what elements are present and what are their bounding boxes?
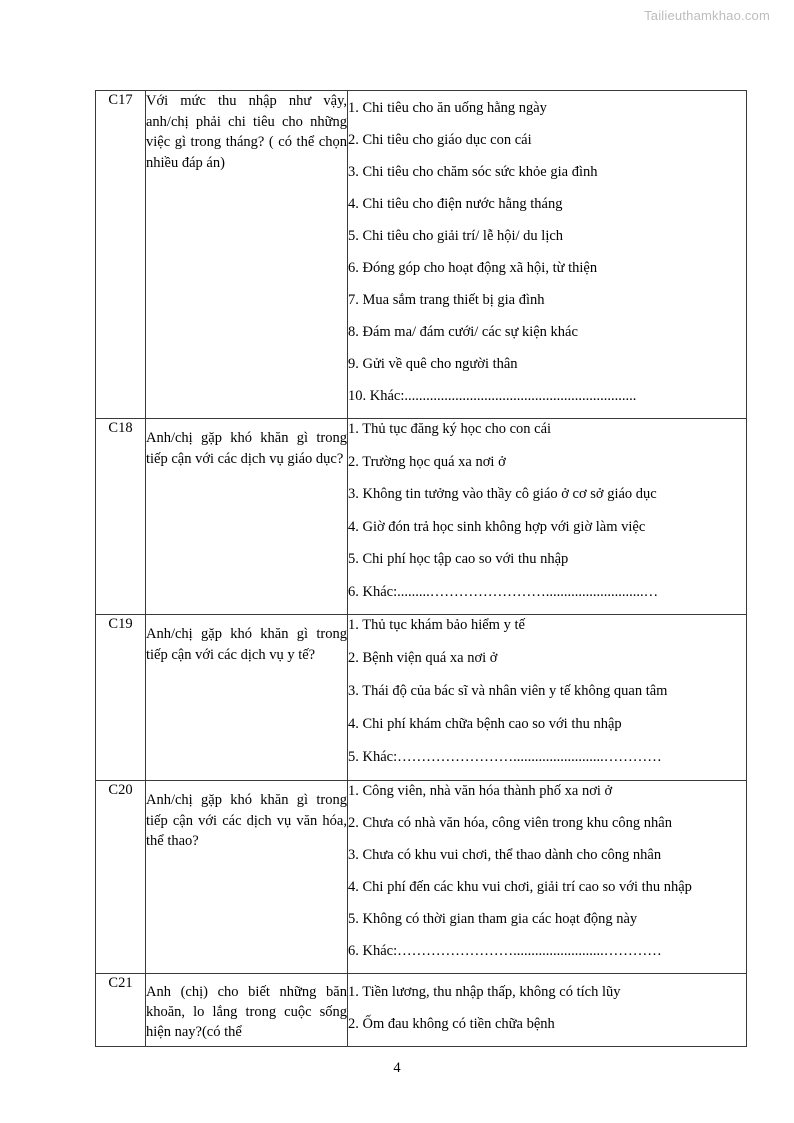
answer-option[interactable]: 5. Chi tiêu cho giải trí/ lễ hội/ du lịch	[348, 228, 564, 245]
question-text-cell	[146, 781, 348, 974]
answer-option[interactable]: 5. Chi phí học tập cao so với thu nhập	[348, 551, 569, 568]
answer-option[interactable]: 1. Tiền lương, thu nhập thấp, không có tích lũy	[348, 984, 621, 1001]
table-row	[96, 91, 747, 419]
answer-option-other[interactable]: 10. Khác:................................................................	[348, 388, 637, 405]
question-text: Anh/chị gặp khó khăn gì trong tiếp cận với các dịch vụ y tế?	[146, 626, 347, 663]
table-row	[96, 615, 747, 781]
answer-option[interactable]: 4. Chi phí khám chữa bệnh cao so với thu nhập	[348, 716, 622, 733]
question-code-cell	[96, 615, 146, 781]
question-text: Với mức thu nhập như vậy, anh/chị phải chi tiêu cho những việc gì trong tháng? ( có thể chọn nhiều đáp án)	[146, 93, 347, 171]
answer-options-cell	[348, 781, 747, 974]
answer-option[interactable]: 9. Gửi về quê cho người thân	[348, 356, 518, 373]
answer-option[interactable]: 8. Đám ma/ đám cưới/ các sự kiện khác	[348, 324, 578, 341]
question-text-cell	[146, 974, 348, 1047]
answer-option[interactable]: 1. Chi tiêu cho ăn uống hằng ngày	[348, 100, 547, 116]
answer-option[interactable]: 2. Bệnh viện quá xa nơi ở	[348, 650, 498, 667]
answer-options-cell	[348, 419, 747, 615]
question-code: C21	[108, 975, 133, 992]
question-code: C18	[108, 420, 133, 437]
answer-option-other[interactable]: 6. Khác:…………………….........................…………	[348, 943, 662, 960]
answer-option[interactable]: 3. Thái độ của bác sĩ và nhân viên y tế không quan tâm	[348, 683, 668, 700]
question-code-cell	[96, 781, 146, 974]
answer-option-other[interactable]: 5. Khác:…………………….........................…………	[348, 749, 662, 766]
table-row	[96, 419, 747, 615]
questionnaire-table	[95, 90, 747, 1047]
answer-option[interactable]: 5. Không có thời gian tham gia các hoạt động này	[348, 911, 638, 928]
answer-option[interactable]: 3. Chi tiêu cho chăm sóc sức khỏe gia đình	[348, 164, 598, 181]
questionnaire-table-body	[96, 91, 747, 1047]
answer-option[interactable]: 2. Chưa có nhà văn hóa, công viên trong khu công nhân	[348, 815, 672, 832]
answer-option[interactable]: 4. Chi phí đến các khu vui chơi, giải trí cao so với thu nhập	[348, 879, 692, 896]
answer-option[interactable]: 6. Đóng góp cho hoạt động xã hội, từ thiện	[348, 260, 598, 277]
answer-option[interactable]: 7. Mua sắm trang thiết bị gia đình	[348, 292, 545, 309]
question-text-cell	[146, 419, 348, 615]
answer-options-cell	[348, 615, 747, 781]
answer-option[interactable]: 1. Thủ tục khám bảo hiểm y tế	[348, 617, 525, 634]
answer-option[interactable]: 2. Chi tiêu cho giáo dục con cái	[348, 132, 532, 149]
question-code-cell	[96, 91, 146, 419]
question-code: C19	[108, 616, 133, 633]
site-watermark: Tailieuthamkhao.com	[644, 8, 770, 23]
answer-options-cell	[348, 91, 747, 419]
answer-option[interactable]: 2. Trường học quá xa nơi ở	[348, 453, 506, 470]
question-text-cell	[146, 615, 348, 781]
answer-options-cell	[348, 974, 747, 1047]
table-row	[96, 781, 747, 974]
answer-option[interactable]: 4. Giờ đón trả học sinh không hợp với giờ làm việc	[348, 518, 646, 535]
answer-option[interactable]: 1. Công viên, nhà văn hóa thành phố xa nơi ở	[348, 783, 613, 800]
answer-option[interactable]: 3. Không tin tưởng vào thầy cô giáo ở cơ sở giáo dục	[348, 486, 657, 503]
question-code-cell	[96, 419, 146, 615]
question-text: Anh/chị gặp khó khăn gì trong tiếp cận với các dịch vụ giáo dục?	[146, 430, 347, 467]
answer-option[interactable]: 4. Chi tiêu cho điện nước hằng tháng	[348, 196, 563, 213]
question-text: Anh (chị) cho biết những băn khoăn, lo lắng trong cuộc sống hiện nay?(có thể	[146, 984, 347, 1041]
answer-option[interactable]: 1. Thủ tục đăng ký học cho con cái	[348, 421, 552, 438]
answer-option-other[interactable]: 6. Khác:.........……………………...........................…	[348, 583, 659, 600]
question-code: C20	[108, 782, 133, 799]
question-text-cell	[146, 91, 348, 419]
question-code: C17	[108, 92, 133, 108]
question-code-cell	[96, 974, 146, 1047]
answer-option[interactable]: 3. Chưa có khu vui chơi, thể thao dành cho công nhân	[348, 847, 662, 864]
question-text: Anh/chị gặp khó khăn gì trong tiếp cận với các dịch vụ văn hóa, thể thao?	[146, 792, 347, 850]
table-row	[96, 974, 747, 1047]
page-number: 4	[393, 1060, 401, 1076]
answer-option[interactable]: 2. Ốm đau không có tiền chữa bệnh	[348, 1016, 555, 1033]
